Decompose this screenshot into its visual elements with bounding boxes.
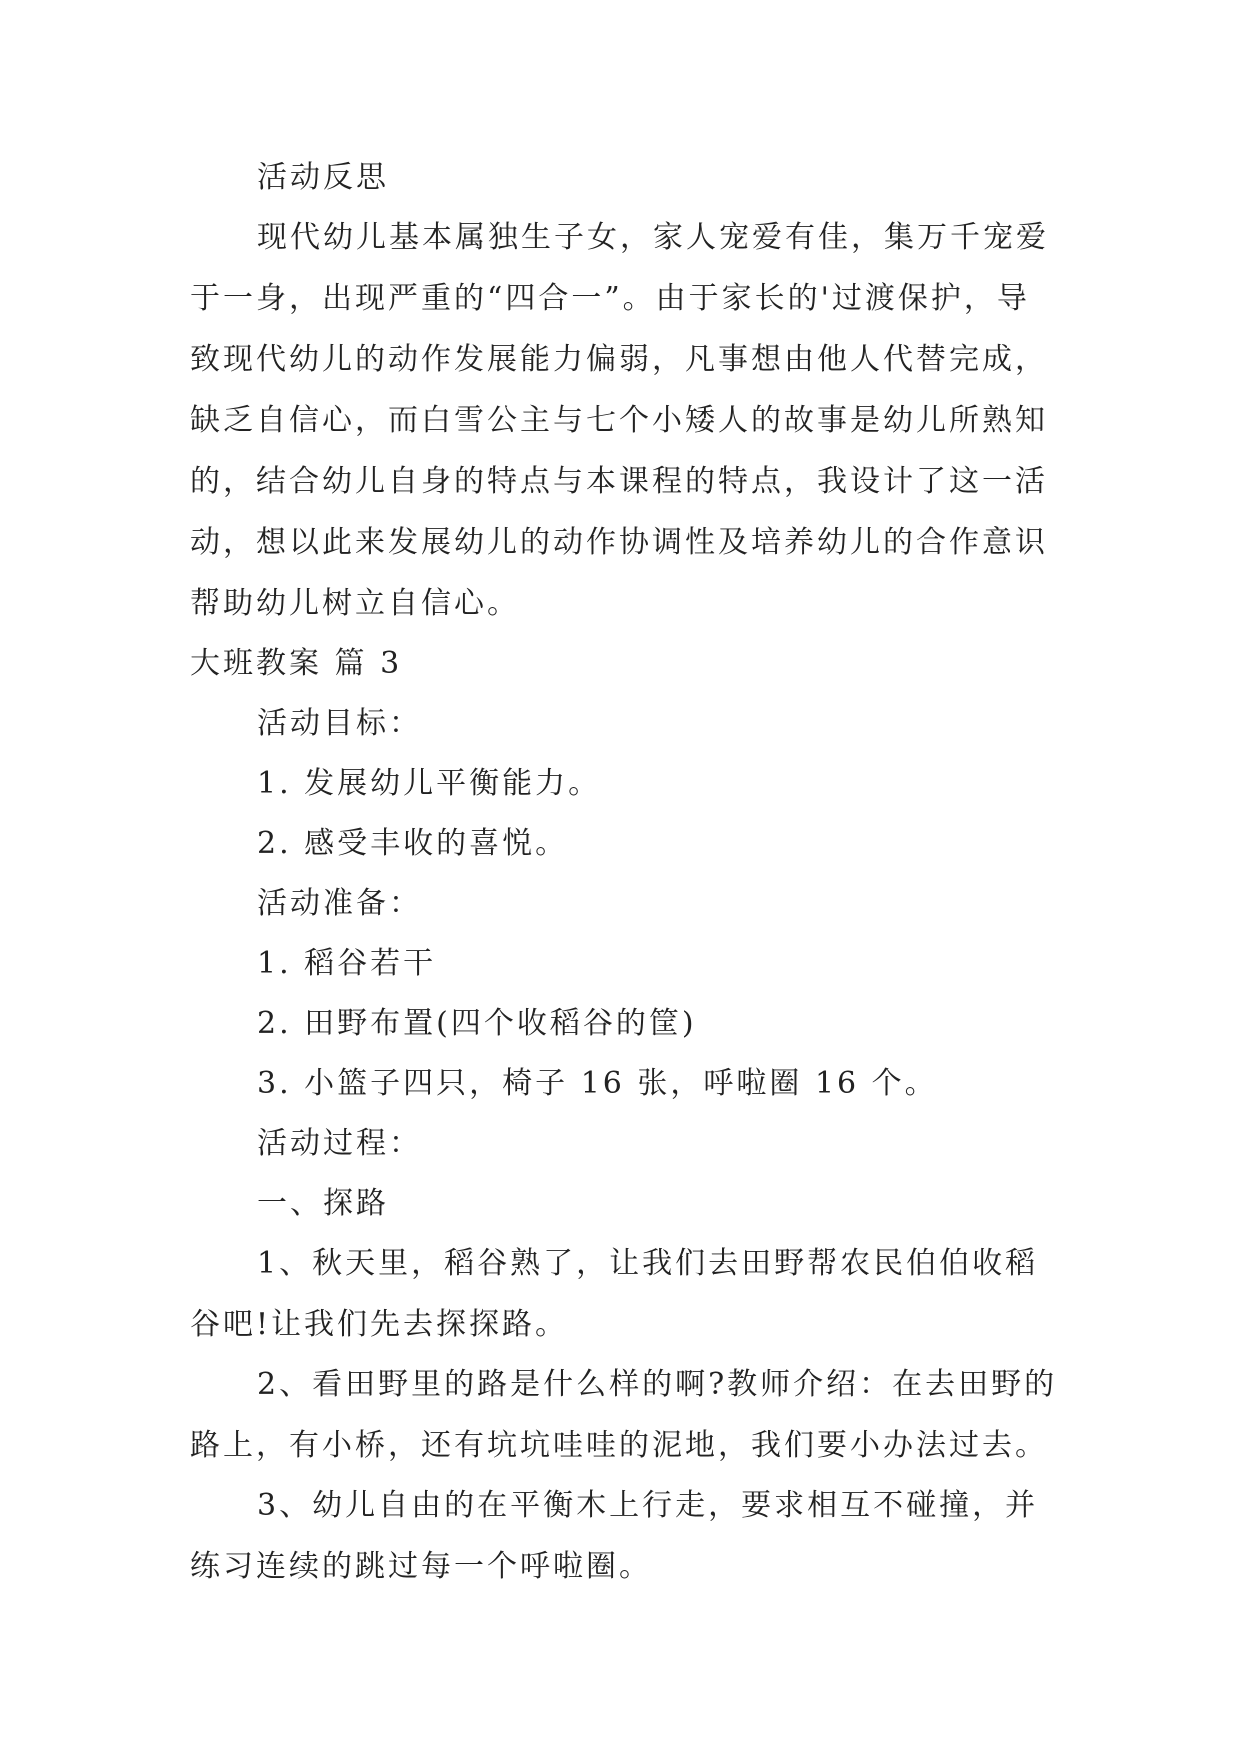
paragraph-line: 动，想以此来发展幼儿的动作协调性及培养幼儿的合作意识 — [190, 525, 1048, 560]
process-step-title: 一、探路 — [257, 1186, 389, 1221]
goal-item: 2. 感受丰收的喜悦。 — [257, 826, 569, 861]
preparation-item: 2. 田野布置(四个收稻谷的筐) — [257, 1006, 697, 1041]
paragraph-line: 致现代幼儿的动作发展能力偏弱，凡事想由他人代替完成， — [190, 342, 1048, 377]
paragraph-line: 帮助幼儿树立自信心。 — [190, 586, 520, 621]
reflection-paragraph — [190, 218, 1070, 624]
step-line: 1、秋天里，稻谷熟了，让我们去田野帮农民伯伯收稻 — [257, 1246, 1039, 1281]
preparation-title: 活动准备： — [257, 886, 422, 921]
document-page — [190, 158, 1070, 1607]
goals-title: 活动目标： — [257, 706, 422, 741]
step-line: 3、幼儿自由的在平衡木上行走，要求相互不碰撞，并 — [257, 1488, 1039, 1523]
step-line: 2、看田野里的路是什么样的啊?教师介绍：在去田野的 — [257, 1367, 1058, 1402]
paragraph-line: 于一身，出现严重的“四合一”。由于家长的'过渡保护，导 — [190, 281, 1030, 316]
paragraph-line: 缺乏自信心，而白雪公主与七个小矮人的故事是幼儿所熟知 — [190, 403, 1048, 438]
goal-item: 1. 发展幼儿平衡能力。 — [257, 766, 602, 801]
paragraph-line: 现代幼儿基本属独生子女，家人宠爱有佳，集万千宠爱 — [257, 220, 1049, 255]
step-line: 谷吧!让我们先去探探路。 — [190, 1307, 569, 1342]
reflection-title: 活动反思 — [257, 160, 389, 195]
process-title: 活动过程： — [257, 1126, 422, 1161]
process-step — [190, 1244, 1070, 1345]
process-step — [190, 1486, 1070, 1587]
preparation-item: 1. 稻谷若干 — [257, 946, 437, 981]
process-step — [190, 1365, 1070, 1466]
section-title: 大班教案 篇 3 — [190, 646, 403, 681]
preparation-item: 3. 小篮子四只，椅子 16 张，呼啦圈 16 个。 — [257, 1066, 938, 1101]
paragraph-line: 的，结合幼儿自身的特点与本课程的特点，我设计了这一活 — [190, 464, 1048, 499]
step-line: 路上，有小桥，还有坑坑哇哇的泥地，我们要小办法过去。 — [190, 1428, 1048, 1463]
step-line: 练习连续的跳过每一个呼啦圈。 — [190, 1549, 652, 1584]
